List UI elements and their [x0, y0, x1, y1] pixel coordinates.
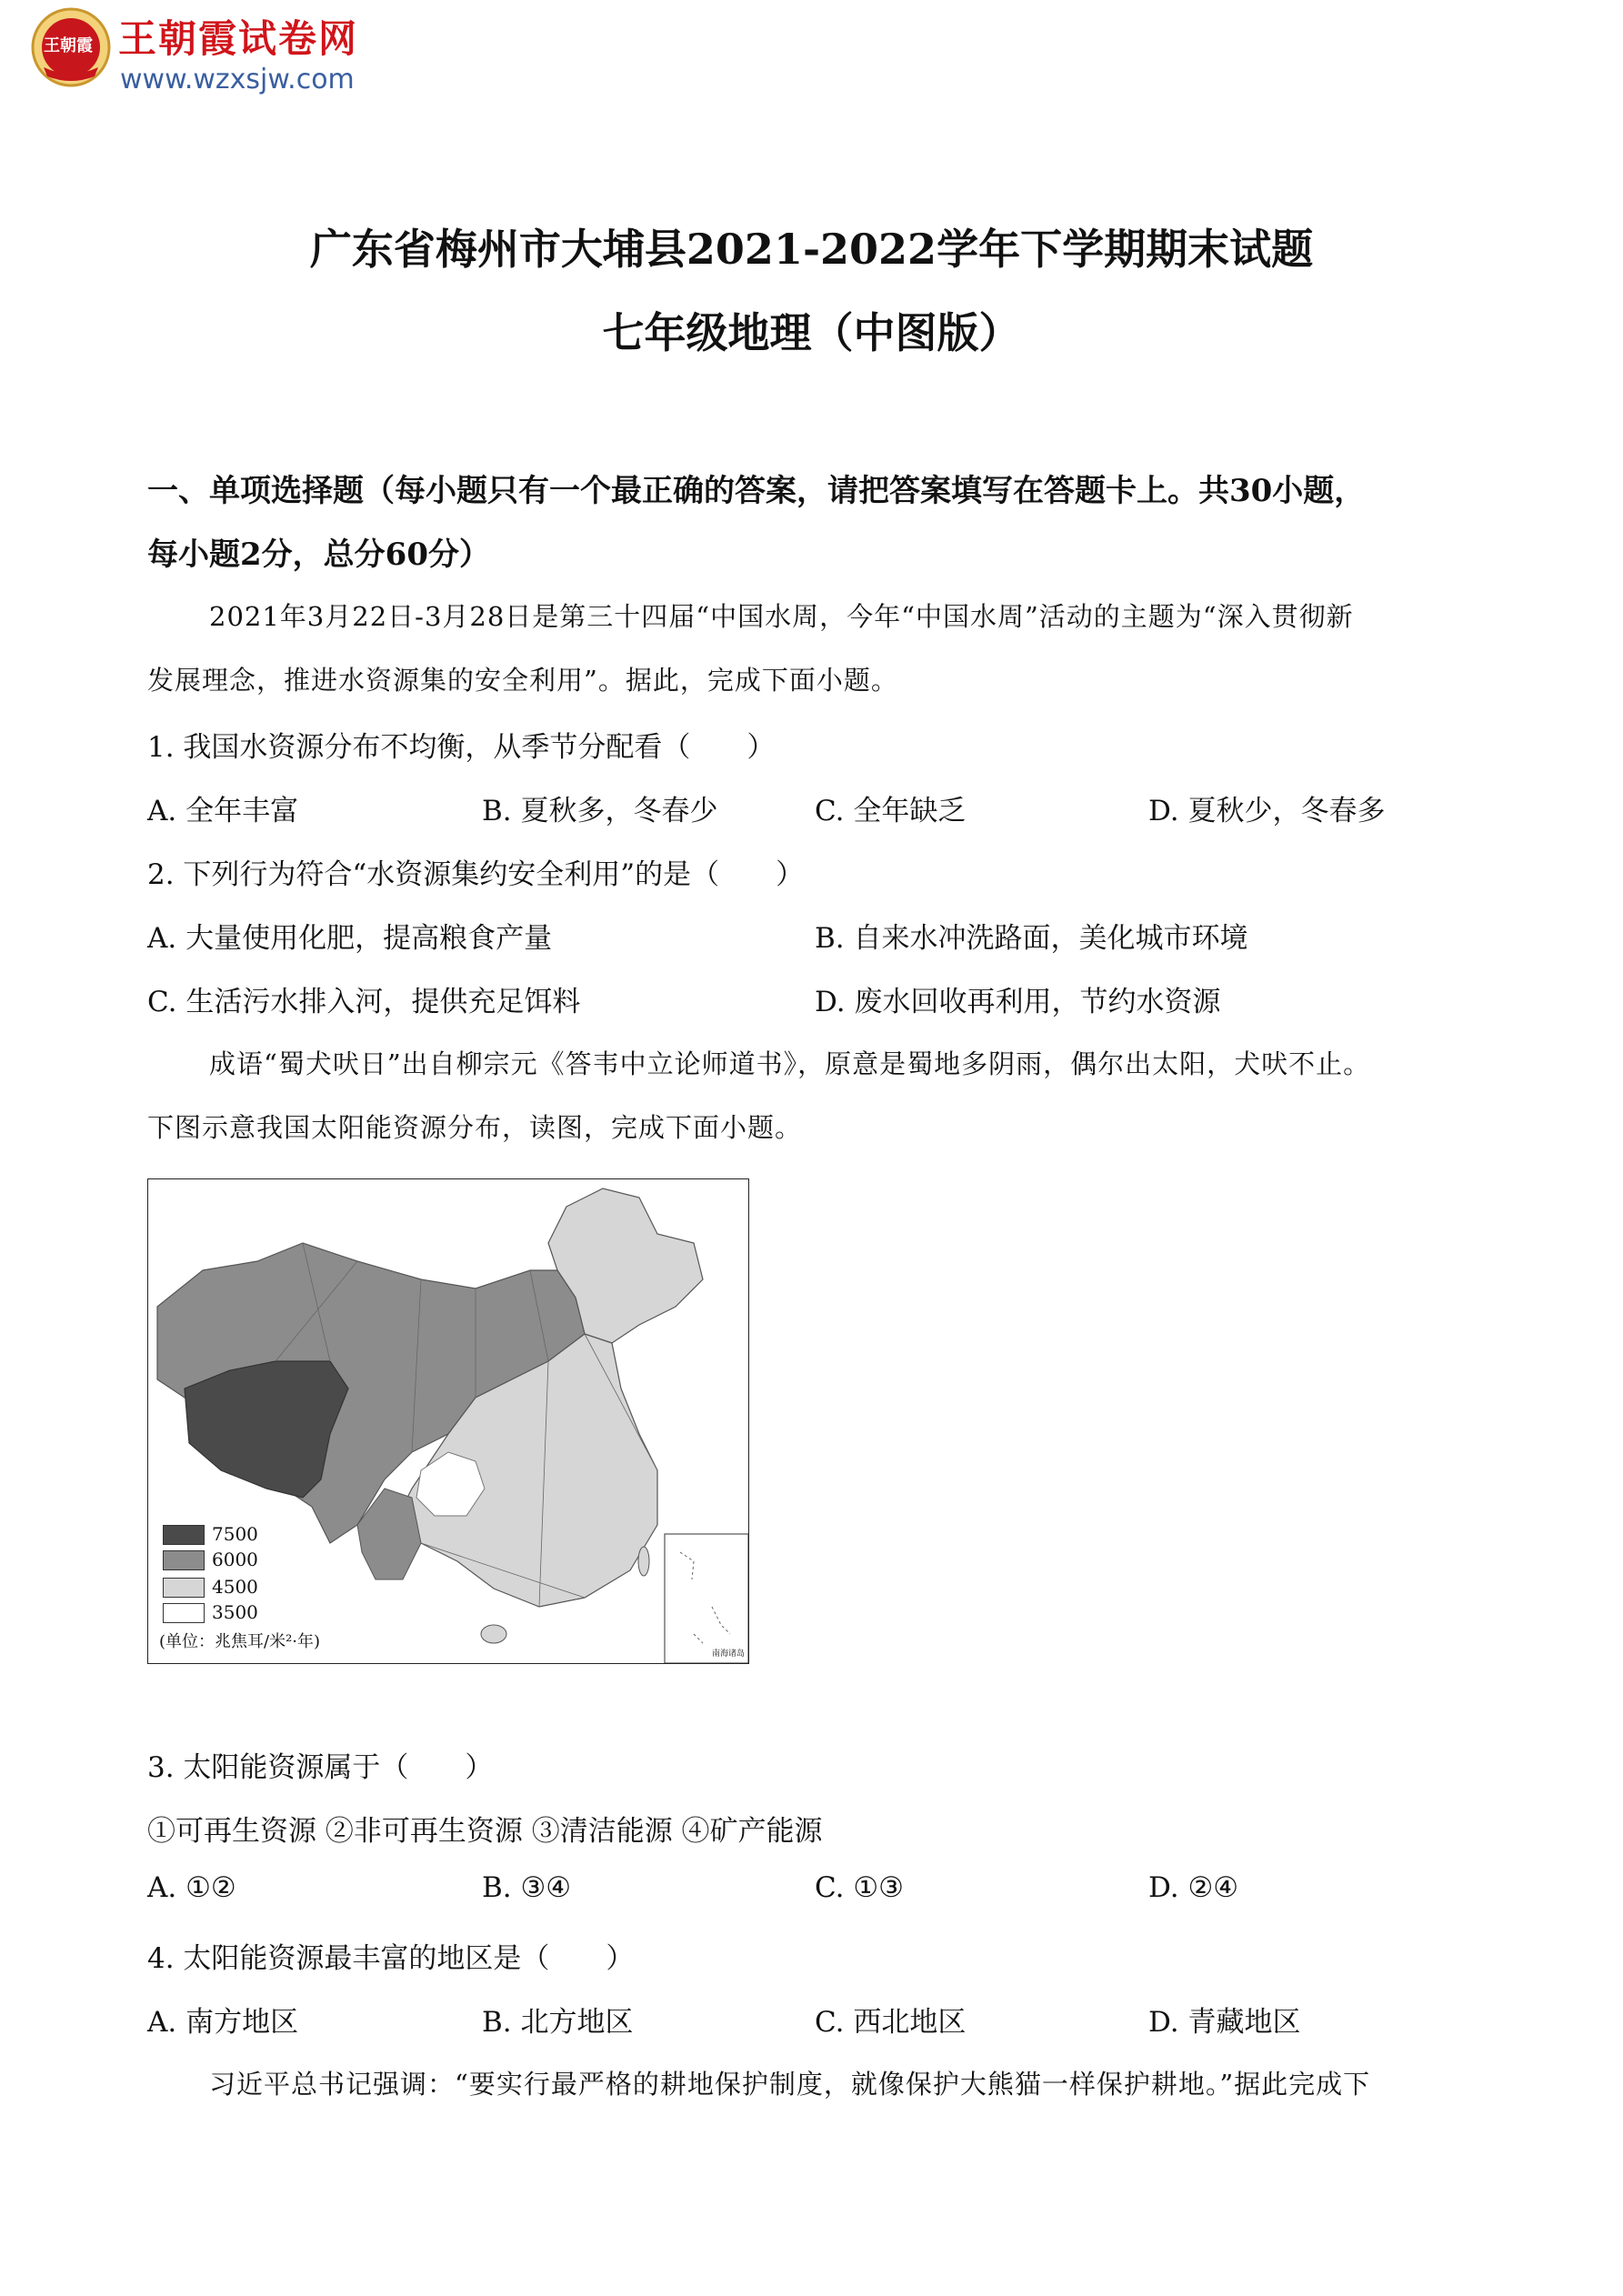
passage-farmland-line1: 习近平总书记强调：“要实行最严格的耕地保护制度，就像保护大熊猫一样保护耕地。”据此完成下 [209, 2069, 1371, 2100]
passage-water-week-line2: 发展理念，推进水资源集的安全利用”。据此，完成下面小题。 [147, 665, 898, 696]
question-3-option-a[interactable]: A. ①② [147, 1871, 236, 1904]
section-heading-cont: 每小题2分，总分60分） [147, 536, 490, 573]
legend-label: 3500 [212, 1601, 258, 1623]
document-title: 广东省梅州市大埔县2021-2022学年下学期期末试题 [309, 225, 1314, 274]
question-3-stem: 3. 太阳能资源属于（ ） [147, 1751, 494, 1784]
legend-unit: (单位：兆焦耳/米²·年) [159, 1632, 321, 1651]
document-subtitle: 七年级地理（中图版） [602, 308, 1021, 357]
region-taiwan [638, 1547, 649, 1576]
region-hainan [481, 1625, 506, 1643]
passage-water-week-line1: 2021年3月22日-3月28日是第三十四届“中国水周，今年“中国水周”活动的主题为“深入贯彻新 [209, 601, 1354, 632]
question-4-stem: 4. 太阳能资源最丰富的地区是（ ） [147, 1942, 635, 1975]
question-4-option-a[interactable]: A. 南方地区 [147, 2006, 299, 2039]
question-3-option-d[interactable]: D. ②④ [1148, 1871, 1239, 1904]
brand-url-link[interactable]: www.wzxsjw.com [120, 64, 355, 95]
question-4-option-b[interactable]: B. 北方地区 [482, 2006, 634, 2039]
question-3-option-b[interactable]: B. ③④ [482, 1871, 572, 1904]
question-1-option-a[interactable]: A. 全年丰富 [147, 795, 299, 827]
question-1-option-b[interactable]: B. 夏秋多，冬春少 [482, 795, 718, 827]
passage-solar-line1: 成语“蜀犬吠日”出自柳宗元《答韦中立论师道书》，原意是蜀地多阴雨，偶尔出太阳，犬吠不止。 [209, 1048, 1371, 1079]
question-2-stem: 2. 下列行为符合“水资源集约安全利用”的是（ ） [147, 858, 805, 891]
legend-label: 7500 [212, 1523, 258, 1545]
question-3-statements: ①可再生资源 ②非可再生资源 ③清洁能源 ④矿产能源 [147, 1815, 823, 1848]
legend-swatch [163, 1578, 205, 1598]
inset-label: 南海诸岛 [712, 1649, 746, 1659]
question-4-option-d[interactable]: D. 青藏地区 [1148, 2006, 1301, 2039]
brand-name: 王朝霞试卷网 [118, 16, 359, 61]
south-sea-inset [665, 1534, 748, 1663]
question-1-option-c[interactable]: C. 全年缺乏 [815, 795, 967, 827]
legend-swatch [163, 1603, 205, 1623]
section-heading: 一、单项选择题（每小题只有一个最正确的答案，请把答案填写在答题卡上。共30小题， [147, 473, 1366, 509]
question-3-option-c[interactable]: C. ①③ [815, 1871, 904, 1904]
question-2-option-b[interactable]: B. 自来水冲洗路面，美化城市环境 [815, 922, 1248, 955]
passage-solar-line2: 下图示意我国太阳能资源分布，读图，完成下面小题。 [147, 1112, 803, 1143]
question-1-stem: 1. 我国水资源分布不均衡，从季节分配看（ ） [147, 731, 776, 764]
question-2-option-c[interactable]: C. 生活污水排入河，提供充足饵料 [147, 986, 581, 1018]
logo-seal-text: 王朝霞 [44, 36, 93, 55]
question-2-option-d[interactable]: D. 废水回收再利用，节约水资源 [815, 986, 1221, 1018]
question-2-option-a[interactable]: A. 大量使用化肥，提高粮食产量 [147, 922, 553, 955]
legend-label: 4500 [212, 1576, 258, 1598]
legend-swatch [163, 1550, 205, 1570]
china-solar-resource-map [147, 1178, 749, 1664]
legend-label: 6000 [212, 1549, 258, 1570]
legend-swatch [163, 1525, 205, 1545]
question-1-option-d[interactable]: D. 夏秋少，冬春多 [1148, 795, 1386, 827]
question-4-option-c[interactable]: C. 西北地区 [815, 2006, 967, 2039]
